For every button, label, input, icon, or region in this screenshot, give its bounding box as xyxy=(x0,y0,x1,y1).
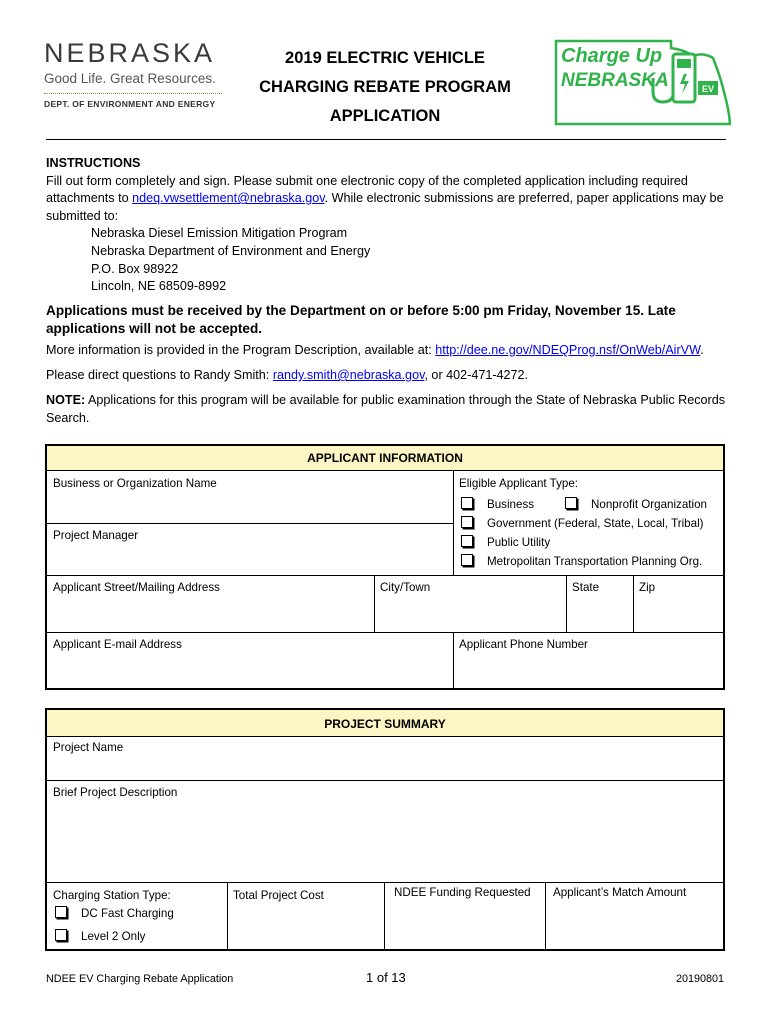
option-nonprofit[interactable] xyxy=(565,497,707,511)
option-label: Level 2 Only xyxy=(81,930,146,943)
nebraska-tagline: Good Life. Great Resources. xyxy=(44,71,216,86)
address-line: Nebraska Diesel Emission Mitigation Program xyxy=(91,226,348,241)
address-line: Lincoln, NE 68509-8992 xyxy=(91,279,227,294)
title-line-3: APPLICATION xyxy=(329,107,441,125)
zip-label: Zip xyxy=(639,581,656,594)
svg-text:EV: EV xyxy=(701,84,715,94)
project-name-field[interactable] xyxy=(47,736,723,780)
footer-doc-name: NDEE EV Charging Rebate Application xyxy=(46,973,234,985)
city-field[interactable] xyxy=(374,576,566,632)
more-info-text: More information is provided in the Program Description, available at: xyxy=(46,343,436,357)
header-rule xyxy=(46,139,726,140)
state-label: State xyxy=(572,581,600,594)
option-level-2[interactable] xyxy=(55,929,145,943)
funding-requested-field[interactable] xyxy=(384,881,545,951)
zip-field[interactable] xyxy=(633,576,723,632)
total-cost-field[interactable] xyxy=(227,884,384,951)
city-label: City/Town xyxy=(380,581,431,594)
page-title xyxy=(240,44,530,131)
instructions-text: Fill out form completely and sign. Please submit one electronic copy of the completed application including required attachments to xyxy=(46,173,688,206)
instructions-text-end: . While electronic submissions are preferred, paper applications may be submitted to: xyxy=(46,191,724,223)
option-label: Public Utility xyxy=(487,536,551,549)
checkbox-icon[interactable] xyxy=(461,554,473,566)
eligible-type-label: Eligible Applicant Type: xyxy=(459,477,579,490)
phone-label: Applicant Phone Number xyxy=(459,638,588,651)
applicant-info-header: APPLICANT INFORMATION xyxy=(47,446,723,471)
project-description-field[interactable] xyxy=(47,781,723,882)
email-label: Applicant E-mail Address xyxy=(53,638,182,651)
mailing-address-field[interactable] xyxy=(47,576,374,632)
station-type-label: Charging Station Type: xyxy=(53,889,171,902)
note-paragraph xyxy=(46,392,736,427)
more-info-end: . xyxy=(700,343,704,357)
questions-phone: , or 402-471-4272. xyxy=(424,368,529,382)
svg-text:Charge Up: Charge Up xyxy=(561,45,663,67)
footer-version: 20190801 xyxy=(676,973,725,985)
address-line: Nebraska Department of Environment and Energy xyxy=(91,243,371,258)
questions-line xyxy=(46,367,736,385)
note-text: Applications for this program will be available for public examination through the State of Nebraska Public Records Search. xyxy=(46,393,726,425)
instructions-section xyxy=(46,155,736,296)
instructions-paragraph xyxy=(46,173,736,226)
option-label: Metropolitan Transportation Planning Org. xyxy=(487,555,703,568)
option-government[interactable] xyxy=(461,516,704,530)
mailing-address xyxy=(46,225,736,295)
applicant-information-table xyxy=(45,444,725,690)
footer-page-number: 1 of 13 xyxy=(366,970,406,985)
mailing-address-label: Applicant Street/Mailing Address xyxy=(53,581,220,594)
nebraska-logo xyxy=(44,38,229,122)
project-description-label: Brief Project Description xyxy=(53,786,178,799)
nebraska-dept: DEPT. OF ENVIRONMENT AND ENERGY xyxy=(44,99,216,109)
checkbox-icon[interactable] xyxy=(55,906,67,918)
checkbox-icon[interactable] xyxy=(461,516,473,528)
project-summary-header: PROJECT SUMMARY xyxy=(47,710,723,737)
state-field[interactable] xyxy=(566,576,633,632)
funding-requested-label: NDEE Funding Requested xyxy=(394,886,531,899)
note-label: NOTE: xyxy=(46,393,86,407)
option-label: Government (Federal, State, Local, Tribal) xyxy=(487,517,704,530)
option-public-utility[interactable] xyxy=(461,535,550,549)
option-label: DC Fast Charging xyxy=(81,907,174,920)
option-business[interactable] xyxy=(461,497,534,511)
match-amount-label: Applicant’s Match Amount xyxy=(553,886,687,899)
nebraska-wordmark: NEBRASKA xyxy=(44,38,216,68)
match-amount-field[interactable] xyxy=(545,881,723,951)
option-mpo[interactable] xyxy=(461,554,702,568)
checkbox-icon[interactable] xyxy=(55,929,67,941)
email-field[interactable] xyxy=(47,633,453,688)
project-manager-field[interactable] xyxy=(47,524,453,575)
checkbox-icon[interactable] xyxy=(461,535,473,547)
charge-up-nebraska-logo xyxy=(553,38,731,128)
business-name-label: Business or Organization Name xyxy=(53,477,217,490)
instructions-heading: INSTRUCTIONS xyxy=(46,156,141,170)
option-label: Nonprofit Organization xyxy=(591,498,707,511)
nebraska-outline-icon xyxy=(553,38,731,128)
address-line: P.O. Box 98922 xyxy=(91,261,179,276)
svg-text:NEBRASKA: NEBRASKA xyxy=(561,70,669,91)
questions-text: Please direct questions to Randy Smith: xyxy=(46,368,273,382)
project-summary-table xyxy=(45,708,725,951)
business-name-field[interactable] xyxy=(47,472,453,523)
checkbox-icon[interactable] xyxy=(461,497,473,509)
contact-email-link[interactable]: randy.smith@nebraska.gov xyxy=(272,368,425,382)
title-line-2: CHARGING REBATE PROGRAM xyxy=(259,78,511,96)
project-manager-label: Project Manager xyxy=(53,529,139,542)
more-info-line xyxy=(46,342,736,360)
option-label: Business xyxy=(487,498,535,511)
project-name-label: Project Name xyxy=(53,741,124,754)
phone-field[interactable] xyxy=(453,633,723,688)
title-line-1: 2019 ELECTRIC VEHICLE xyxy=(285,49,485,67)
deadline-notice: Applications must be received by the Department on or before 5:00 pm Friday, November 15. Late applications will not be accepted. xyxy=(46,303,676,336)
total-cost-label: Total Project Cost xyxy=(233,889,324,902)
option-dc-fast[interactable] xyxy=(55,906,174,920)
logo-divider xyxy=(44,93,222,94)
checkbox-icon[interactable] xyxy=(565,497,577,509)
program-description-link[interactable]: http://dee.ne.gov/NDEQProg.nsf/OnWeb/AirVW xyxy=(435,343,701,357)
submission-email-link[interactable]: ndeq.vwsettlement@nebraska.gov xyxy=(132,191,325,206)
